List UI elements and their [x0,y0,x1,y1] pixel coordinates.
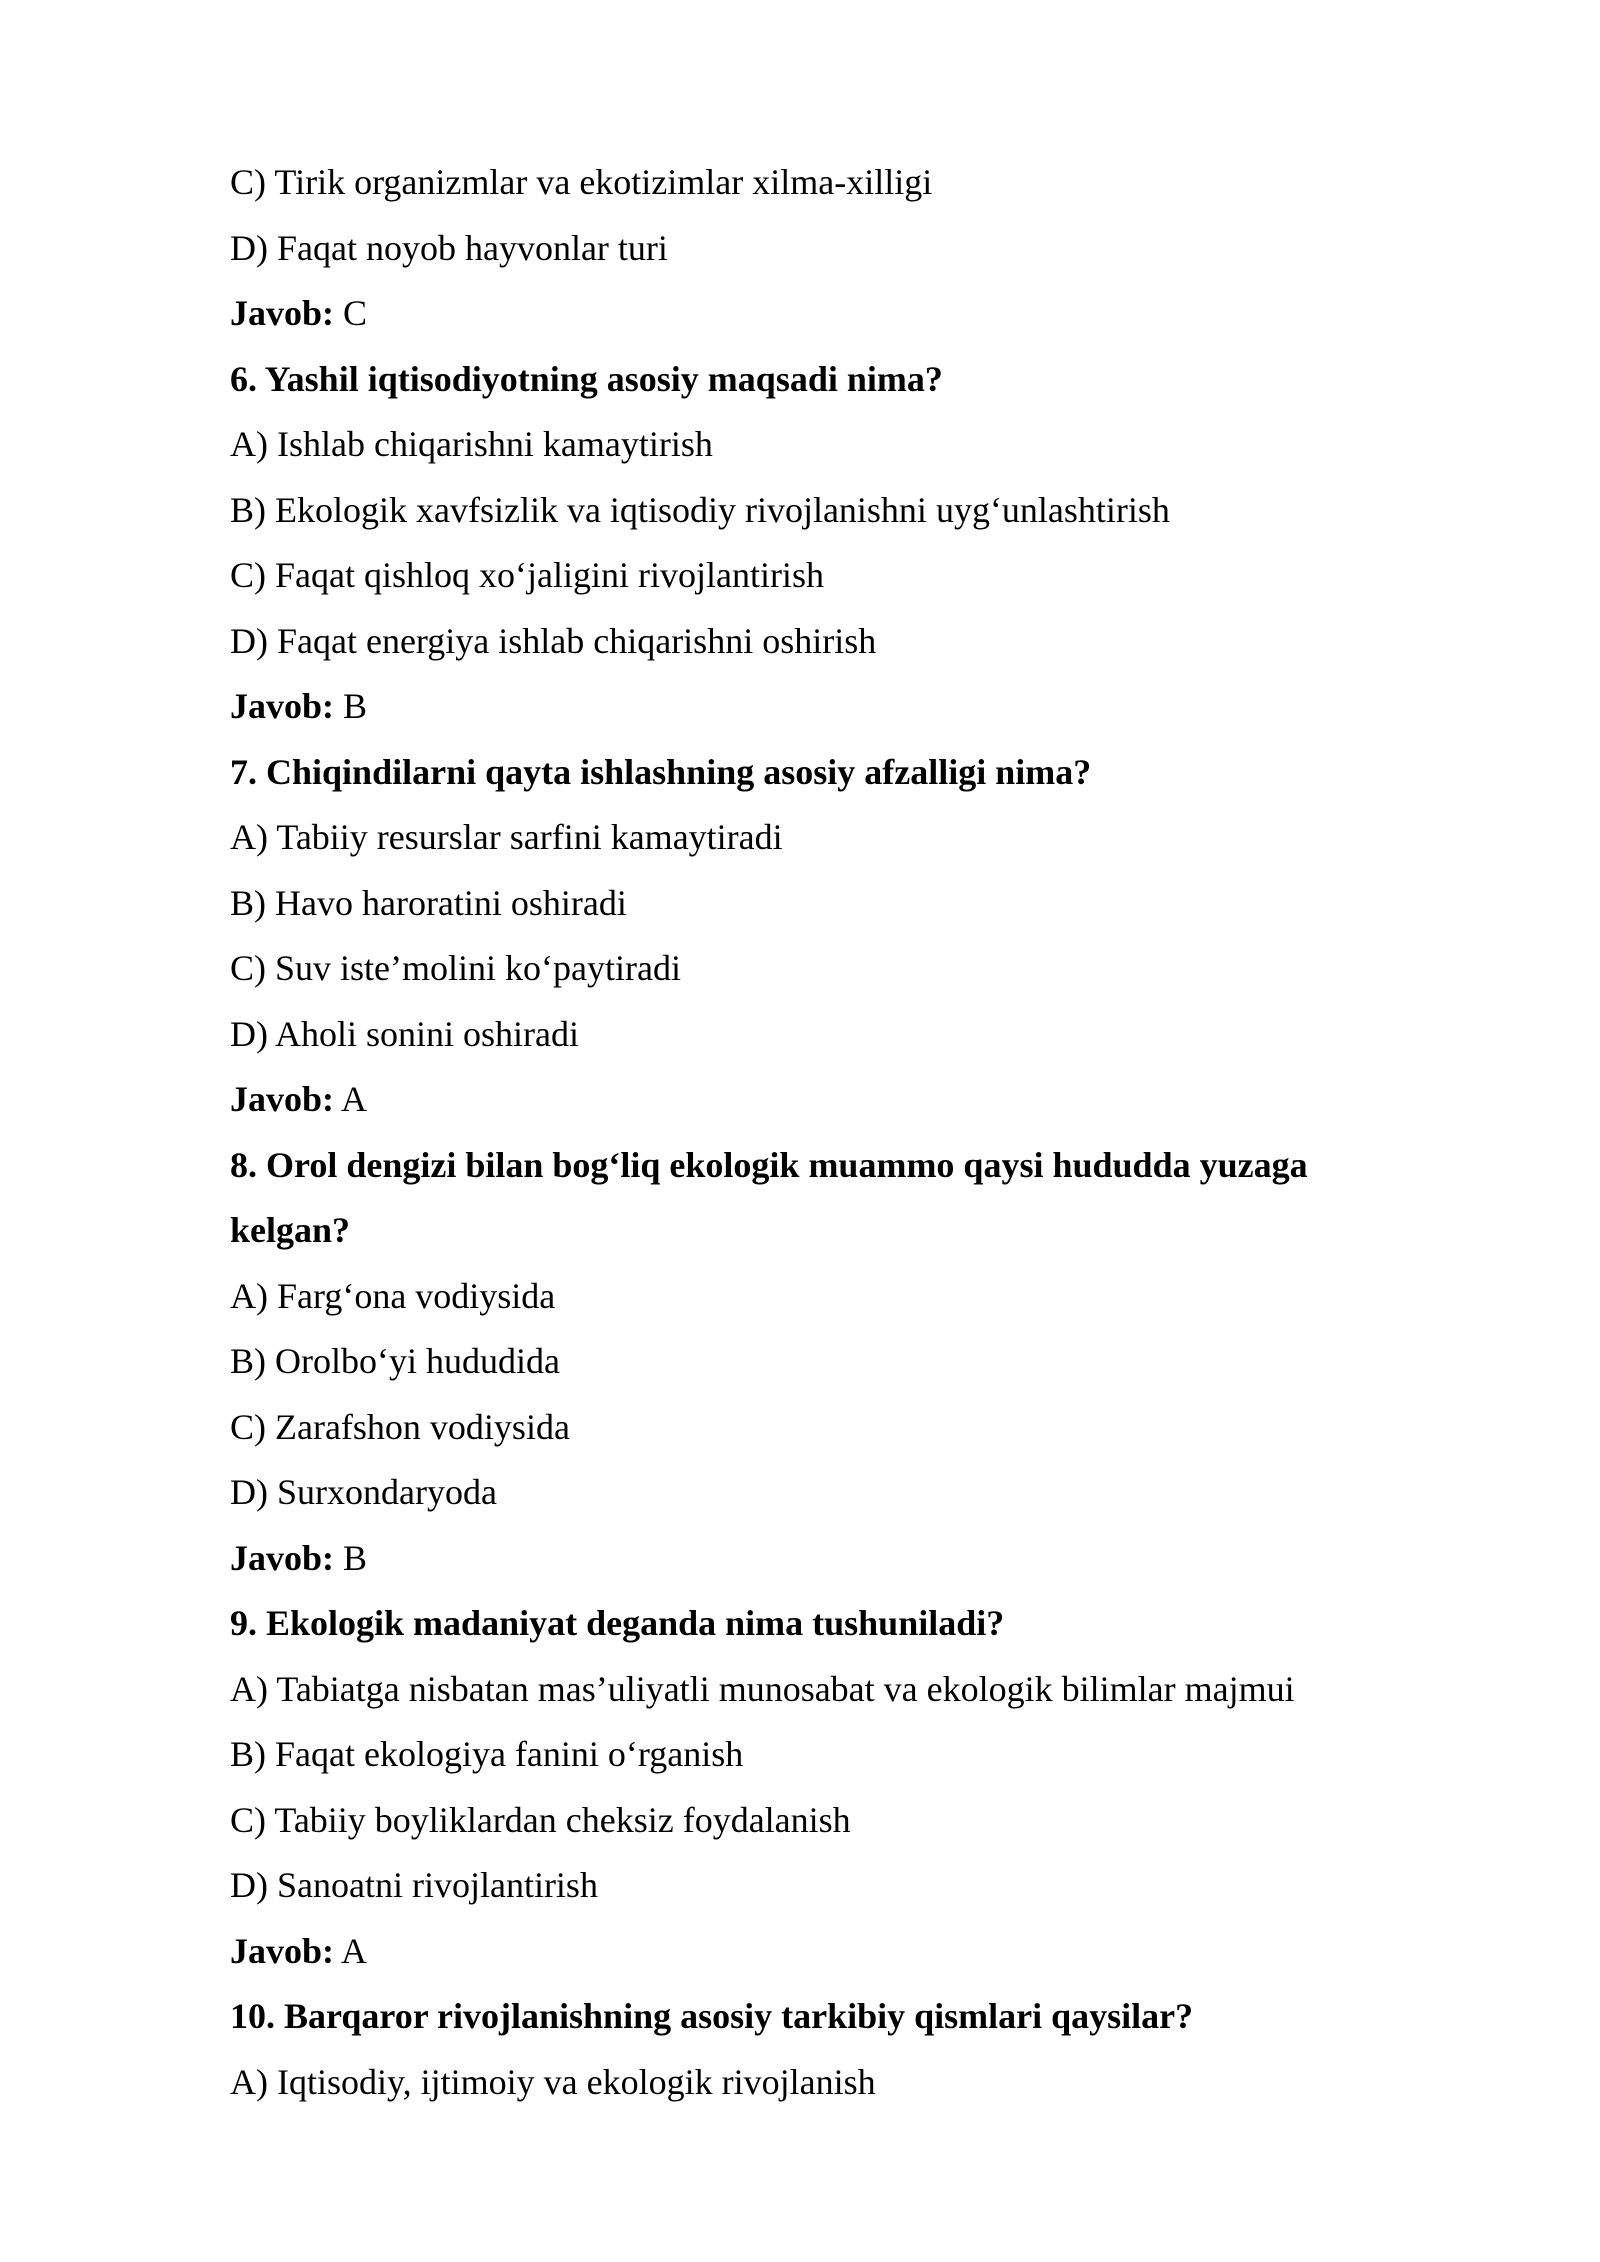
option-line: C) Faqat qishloq xo‘jaligini rivojlantirish [230,555,824,595]
option-line: B) Faqat ekologiya fanini o‘rganish [230,1734,744,1774]
option-line: B) Ekologik xavfsizlik va iqtisodiy rivojlanishni uyg‘unlashtirish [230,489,1170,530]
option-line: A) Farg‘ona vodiysida [230,1275,556,1316]
option-line: D) Aholi sonini oshiradi [230,1013,579,1054]
option-line: B) Havo haroratini oshiradi [230,882,627,923]
option-line: C) Suv iste’molini ko‘paytiradi [230,948,681,988]
option-line: C) Tirik organizmlar va ekotizimlar xilma-xilligi [230,162,933,202]
answer-line [230,674,1430,740]
answer-line [230,1526,1430,1592]
option-line: A) Tabiiy resurslar sarfini kamaytiradi [230,817,783,857]
question-line: 10. Barqaror rivojlanishning asosiy tarkibiy qismlari qaysilar? [230,1996,1194,2036]
option-line: D) Faqat noyob hayvonlar turi [230,227,668,268]
option-line: A) Iqtisodiy, ijtimoiy va ekologik rivojlanish [230,2061,876,2102]
answer-label: Javob: [230,1079,335,1119]
question-line: 8. Orol dengizi bilan bog‘liq ekologik muammo qaysi hududda yuzaga [230,1144,1308,1185]
answer-value: B [334,1537,368,1578]
option-line: A) Tabiatga nisbatan mas’uliyatli munosabat va ekologik bilimlar majmui [230,1668,1295,1709]
option-line: D) Faqat energiya ishlab chiqarishni oshirish [230,620,877,661]
answer-label: Javob: [230,1930,335,1971]
question-line: 9. Ekologik madaniyat deganda nima tushuniladi? [230,1603,1005,1643]
option-line: C) Tabiiy boyliklardan cheksiz foydalanish [230,1799,851,1840]
answer-label: Javob: [230,293,335,333]
option-line: B) Orolbo‘yi hududida [230,1341,560,1381]
option-line: D) Surxondaryoda [230,1472,497,1512]
option-line: D) Sanoatni rivojlantirish [230,1865,598,1905]
question-line: 6. Yashil iqtisodiyotning asosiy maqsadi nima? [230,358,943,399]
document-page [230,150,1430,2115]
answer-line [230,1067,1430,1133]
answer-value: B [334,686,368,726]
answer-line [230,1919,1430,1985]
answer-line [230,281,1430,347]
answer-label: Javob: [230,1537,335,1578]
question-line: 7. Chiqindilarni qayta ishlashning asosiy afzalligi nima? [230,751,1092,792]
answer-label: Javob: [230,686,335,726]
answer-value: C [334,293,368,333]
answer-value: A [334,1930,368,1971]
option-line: C) Zarafshon vodiysida [230,1406,570,1447]
answer-value: A [334,1079,368,1119]
option-line: A) Ishlab chiqarishni kamaytirish [230,424,713,464]
question-line: kelgan? [230,1210,351,1250]
